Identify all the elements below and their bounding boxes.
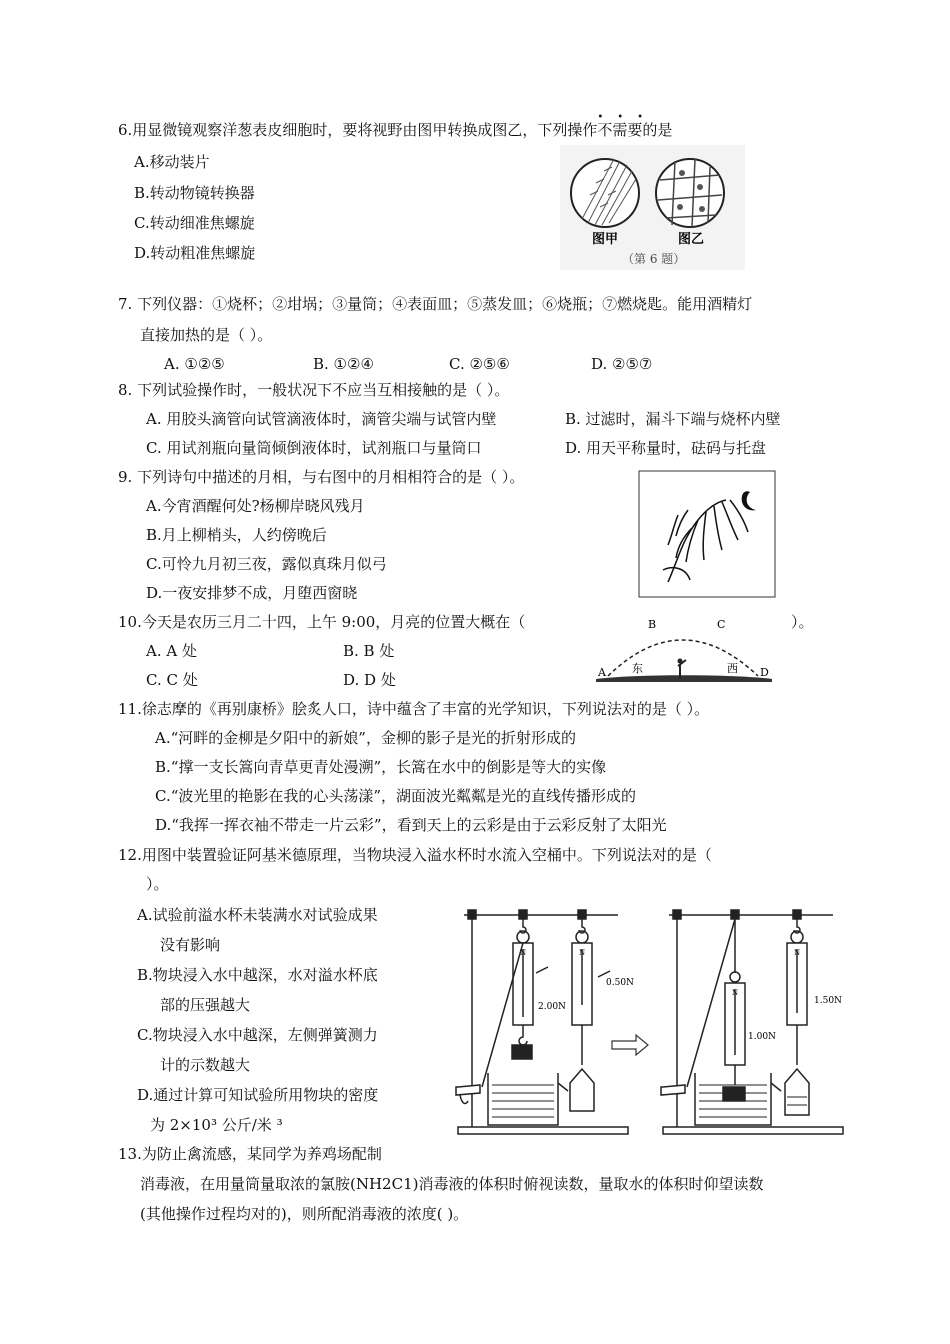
q11-stem: 11.徐志摩的《再别康桥》脍炙人口，诗中蕴含了丰富的光学知识，下列说法对的是（ ）。 [118,700,710,718]
q12-option-c1: C.物块浸入水中越深，左侧弹簧测力 [137,1026,378,1044]
q10-label-c: C [717,618,726,631]
q8-option-a: A. 用胶头滴管向试管滴液体时，滴管尖端与试管内壁 [146,410,497,428]
q8-option-d: D. 用天平称量时，砝码与托盘 [565,439,767,457]
q6-option-c: C.转动细准焦螺旋 [134,214,255,232]
q9-option-a: A.今宵酒醒何处?杨柳岸晓风残月 [146,497,365,515]
q7-option-c: C. ②⑤⑥ [449,355,510,373]
q10-moon-path-figure [594,616,774,692]
q12-right-setup [661,910,843,1134]
q6-fig-label-b: 图乙 [678,232,705,247]
q10-label-east: 东 [632,662,643,675]
q12-reading-left-1: 2.00N [538,1002,566,1012]
q10-label-b: B [648,618,657,631]
q12-line2: ）。 [146,875,169,893]
q9-stem: 9. 下列诗句中描述的月相，与右图中的月相相符合的是（ ）。 [118,468,525,486]
q6-fig-caption: （第 6 题） [622,252,686,266]
q12-option-a2: 没有影响 [160,936,221,954]
q6-option-d: D.转动粗准焦螺旋 [134,244,256,262]
q7-option-a: A. ①②⑤ [164,355,225,373]
q6-stem [118,112,673,140]
q10-option-d: D. D 处 [343,671,396,689]
q6-stem-post: 的是 [642,121,673,139]
q8-stem: 8. 下列试验操作时，一般状况下不应当互相接触的是（ ）。 [118,381,510,399]
q12-reading-right-1: 1.00N [748,1032,776,1042]
q13-line1: 13.为防止禽流感，某同学为养鸡场配制 [118,1145,382,1163]
q10-label-a: A [598,666,606,679]
q12-archimedes-apparatus-figure [450,905,850,1137]
q9-option-d: D.一夜安排梦不成，月堕西窗晓 [146,584,358,602]
q13-line3: (其他操作过程均对的)，则所配消毒液的浓度( )。 [140,1205,469,1223]
q9-option-b: B.月上柳梢头，人约傍晚后 [146,526,327,544]
q7-line2: 直接加热的是（ ）。 [140,326,273,344]
q11-option-b: B.“撑一支长篙向青草更青处漫溯”，长篙在水中的倒影是等大的实像 [155,758,607,776]
q6-stem-emphasis: 不需要 ••• [597,112,658,139]
q10-option-a: A. A 处 [146,642,197,660]
q10-label-west: 西 [727,662,738,675]
q12-option-d2: 为 2×10³ 公斤/米 ³ [150,1116,283,1134]
q12-option-b2: 部的压强越大 [160,996,251,1014]
q6-stem-pre: 6.用显微镜观察洋葱表皮细胞时，要将视野由图甲转换成图乙，下列操作 [118,121,598,139]
q6-emphasis-text: 不需要 [597,121,643,139]
q8-option-b: B. 过滤时，漏斗下端与烧杯内壁 [565,410,781,428]
q11-option-a: A.“河畔的金柳是夕阳中的新娘”，金柳的影子是光的折射形成的 [155,729,576,747]
q12-option-c2: 计的示数越大 [160,1056,251,1074]
q12-scale-letter-1: N [520,949,527,957]
q12-left-setup [456,910,628,1134]
q12-option-a1: A.试验前溢水杯未装满水对试验成果 [137,906,378,924]
q11-option-c: C.“波光里的艳影在我的心头荡漾”，湖面波光粼粼是光的直线传播形成的 [155,787,637,805]
q12-scale-letter-3: N [732,989,739,997]
q7-line1: 7. 下列仪器：①烧杯；②坩埚；③量筒；④表面皿；⑤蒸发皿；⑥烧瓶；⑦燃烧匙。能用酒精灯 [118,295,753,313]
q9-option-c: C.可怜九月初三夜，露似真珠月似弓 [146,555,387,573]
q6-microscope-figure [560,145,745,270]
q6-fig-label-a: 图甲 [592,232,619,247]
q13-line2: 消毒液，在用量筒量取浓的氯胺(NH2C1)消毒液的体积时俯视读数，量取水的体积时仰望读数 [140,1175,764,1193]
q12-scale-letter-2: N [579,949,586,957]
q10-option-c: C. C 处 [146,671,198,689]
q10-stem-post: ）。 [791,613,814,631]
q8-option-c: C. 用试剂瓶向量筒倾倒液体时，试剂瓶口与量筒口 [146,439,482,457]
q12-option-d1: D.通过计算可知试验所用物块的密度 [137,1086,379,1104]
q10-label-d: D [760,666,769,679]
q12-option-b1: B.物块浸入水中越深，水对溢水杯底 [137,966,378,984]
q10-option-b: B. B 处 [343,642,395,660]
q6-option-a: A.移动装片 [134,153,210,171]
q12-transition-arrow-icon [612,1035,648,1055]
q12-scale-letter-4: N [794,949,801,957]
q12-reading-left-2: 0.50N [606,978,634,988]
q10-stem-pre: 10.今天是农历三月二十四，上午 9:00，月亮的位置大概在（ [118,613,526,631]
q9-willow-moon-figure [638,470,776,598]
q6-option-b: B.转动物镜转换器 [134,184,255,202]
q7-option-d: D. ②⑤⑦ [591,355,653,373]
q11-option-d: D.“我挥一挥衣袖不带走一片云彩”，看到天上的云彩是由于云彩反射了太阳光 [155,816,667,834]
q7-option-b: B. ①②④ [313,355,374,373]
q12-reading-right-2: 1.50N [814,996,842,1006]
q12-line1: 12.用图中装置验证阿基米德原理，当物块浸入溢水杯时水流入空桶中。下列说法对的是（ [118,846,712,864]
